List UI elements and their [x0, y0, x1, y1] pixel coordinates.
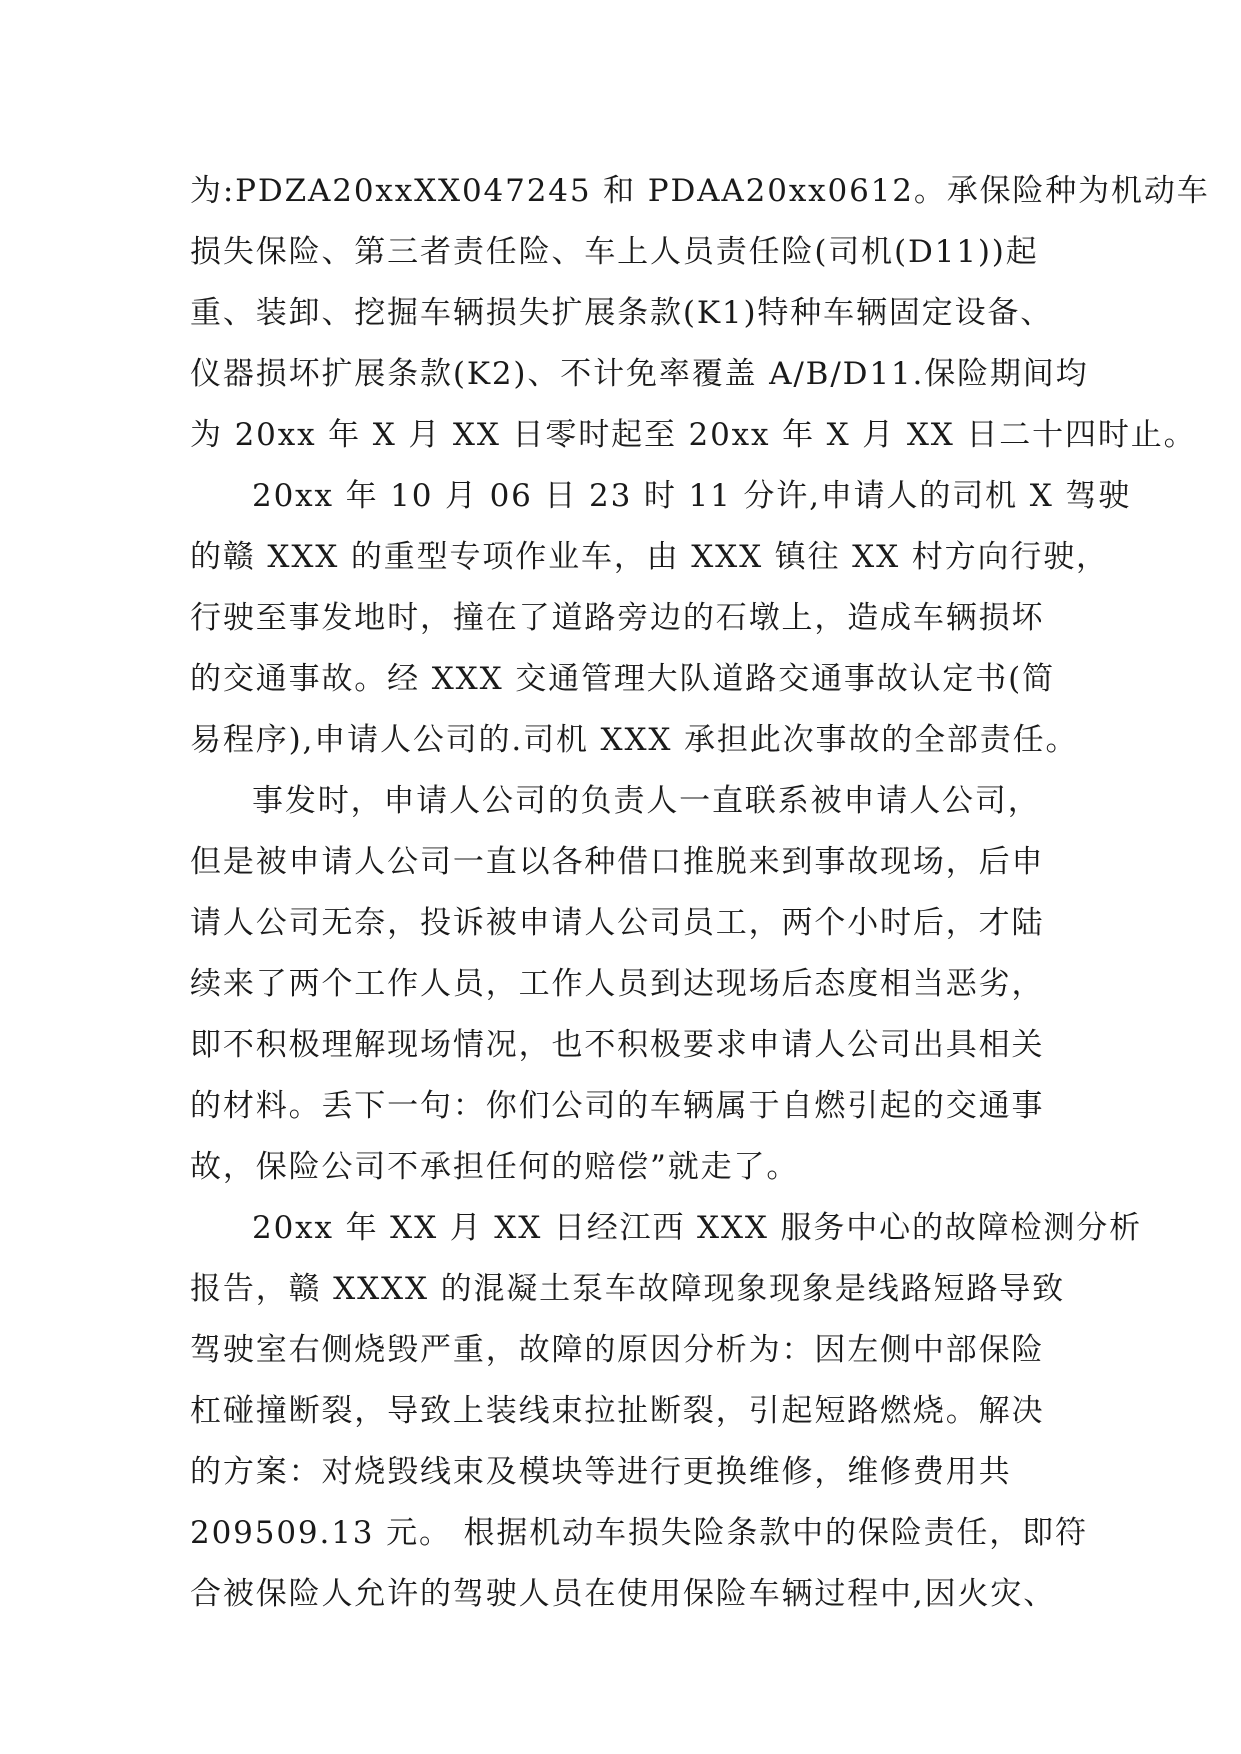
paragraph-start-line: 事发时，申请人公司的负责人一直联系被申请人公司，: [252, 783, 1041, 819]
text-line: 故，保险公司不承担任何的赔偿”就走了。: [190, 1149, 800, 1185]
text-line: 为 20xx 年 X 月 XX 日零时起至 20xx 年 X 月 XX 日二十四时止。: [190, 417, 1197, 453]
text-line: 驾驶室右侧烧毁严重，故障的原因分析为：因左侧中部保险: [190, 1332, 1045, 1368]
text-line: 即不积极理解现场情况，也不积极要求申请人公司出具相关: [190, 1027, 1045, 1063]
text-line: 的方案：对烧毁线束及模块等进行更换维修，维修费用共: [190, 1454, 1012, 1490]
text-line: 但是被申请人公司一直以各种借口推脱来到事故现场，后申: [190, 844, 1045, 880]
text-line: 请人公司无奈，投诉被申请人公司员工，两个小时后，才陆: [190, 905, 1045, 941]
text-line: 重、装卸、挖掘车辆损失扩展条款(K1)特种车辆固定设备、: [190, 295, 1054, 331]
text-line: 的材料。丢下一句：你们公司的车辆属于自燃引起的交通事: [190, 1088, 1045, 1124]
text-line: 合被保险人允许的驾驶人员在使用保险车辆过程中,因火灾、: [190, 1576, 1057, 1612]
document-body: [190, 161, 1210, 1625]
text-line: 杠碰撞断裂，导致上装线束拉扯断裂，引起短路燃烧。解决: [190, 1393, 1045, 1429]
text-line: 为:PDZA20xxXX047245 和 PDAA20xx0612。承保险种为机动车: [190, 173, 1210, 209]
text-line: 209509.13 元。 根据机动车损失险条款中的保险责任，即符: [190, 1515, 1088, 1551]
text-line: 仪器损坏扩展条款(K2)、不计免率覆盖 A/B/D11.保险期间均: [190, 356, 1089, 392]
text-line: 行驶至事发地时，撞在了道路旁边的石墩上，造成车辆损坏: [190, 600, 1045, 636]
text-line: 易程序),申请人公司的.司机 XXX 承担此次事故的全部责任。: [190, 722, 1079, 758]
text-line: 的交通事故。经 XXX 交通管理大队道路交通事故认定书(简: [190, 661, 1055, 697]
text-line: 续来了两个工作人员，工作人员到达现场后态度相当恶劣，: [190, 966, 1045, 1002]
paragraph-start-line: 20xx 年 XX 月 XX 日经江西 XXX 服务中心的故障检测分析: [252, 1210, 1142, 1246]
paragraph-start-line: 20xx 年 10 月 06 日 23 时 11 分许,申请人的司机 X 驾驶: [252, 478, 1132, 514]
text-line: 的赣 XXX 的重型专项作业车，由 XXX 镇往 XX 村方向行驶，: [190, 539, 1109, 575]
text-line: 损失保险、第三者责任险、车上人员责任险(司机(D11))起: [190, 234, 1039, 270]
text-line: 报告，赣 XXXX 的混凝土泵车故障现象现象是线路短路导致: [190, 1271, 1065, 1307]
